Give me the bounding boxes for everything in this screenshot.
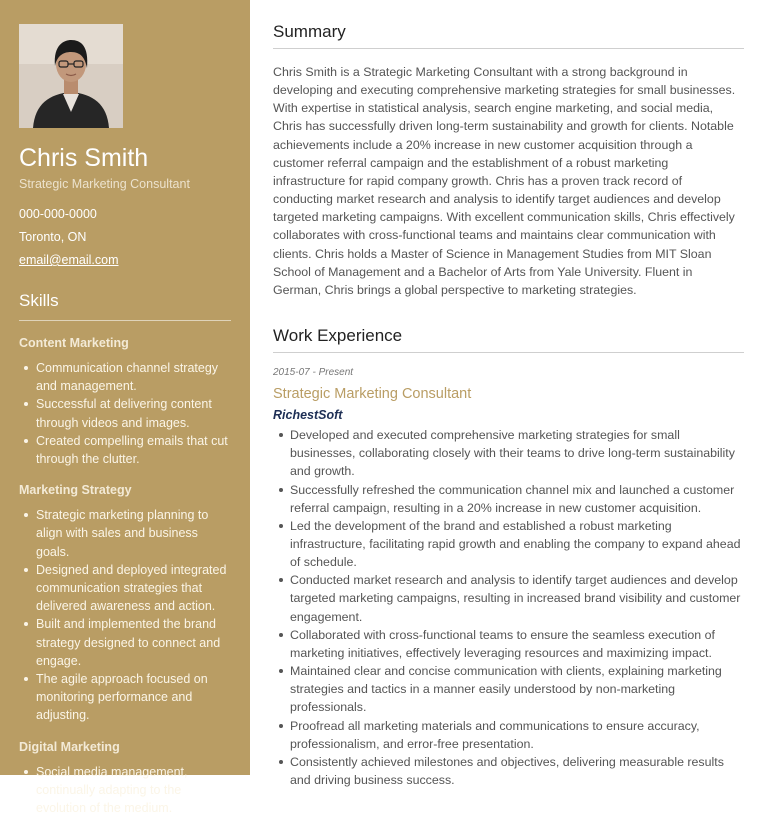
skill-item: Strategic marketing planning to align with sales and business goals. <box>19 506 231 561</box>
skill-item: The agile approach focused on monitoring performance and adjusting. <box>19 670 231 725</box>
main-content <box>273 0 744 787</box>
job-company: RichestSoft <box>273 408 343 423</box>
skill-group-title: Content Marketing <box>19 336 129 350</box>
skill-item: Designed and deployed integrated communication strategies that delivered awareness and action. <box>19 561 231 616</box>
skills-heading: Skills <box>19 290 231 321</box>
summary-text: Chris Smith is a Strategic Marketing Consultant with a strong background in developing and executing comprehensive marketing strategies for small businesses. With expertise in statistical analysis, search engine marketing, and social media, Chris has successfully driven long-term sustainability and growth for clients. Notable achievements include a 20% increase in new customer acquisition through a customer referral campaign and the establishment of a robust marketing infrastructure for rapid company growth. Chris has a proven track record of conducting market research and analysis to identify target audiences and develop targeted marketing campaigns. With excellent communication skills, Chris effectively collaborates with cross-functional teams and maintains clear communication with clients. Chris holds a Master of Science in Management Studies from MIT Sloan School of Management and a Bachelor of Arts from Yale University. Fluent in German, Chris brings a global perspective to marketing strategies. <box>273 65 736 297</box>
sidebar <box>0 0 250 816</box>
phone-number: 000-000-0000 <box>19 207 97 221</box>
skill-list <box>19 506 231 724</box>
location: Toronto, ON <box>19 230 87 244</box>
job-bullet: Successfully refreshed the communication channel mix and launched a customer referral campaign, resulting in a 20% increase in new customer acquisition. <box>273 481 744 517</box>
job-bullet: Proofread all marketing materials and communications to ensure accuracy, professionalism, and error-free presentation. <box>273 717 744 753</box>
skill-item: Communication channel strategy and management. <box>19 359 231 395</box>
profile-photo <box>19 24 123 128</box>
job-bullet: Led the development of the brand and established a robust marketing infrastructure, facilitating rapid growth and enabling the company to expand ahead of schedule. <box>273 517 744 571</box>
skill-list <box>19 359 231 468</box>
skill-group-title: Marketing Strategy <box>19 483 132 498</box>
job-bullet: Consistently achieved milestones and objectives, delivering measurable results and driving business success. <box>273 753 744 789</box>
candidate-title: Strategic Marketing Consultant <box>19 177 190 191</box>
skill-item: Built and implemented the brand strategy designed to connect and engage. <box>19 615 231 670</box>
job-role: Strategic Marketing Consultant <box>273 386 472 403</box>
candidate-name: Chris Smith <box>19 144 149 172</box>
skill-list <box>19 763 231 817</box>
job-bullet-list <box>273 426 744 789</box>
job-bullet: Maintained clear and concise communication with clients, explaining marketing strategies and tactics in a manner easily understood by non-marketing professionals. <box>273 662 744 716</box>
skill-item: Successful at delivering content through videos and images. <box>19 395 231 431</box>
skill-item: Created compelling emails that cut through the clutter. <box>19 432 231 468</box>
skill-item: Social media management, continually adapting to the evolution of the medium. <box>19 763 231 817</box>
email-link[interactable]: email@email.com <box>19 253 119 267</box>
job-bullet: Conducted market research and analysis to identify target audiences and develop targeted marketing campaigns, resulting in increased brand visibility and customer engagement. <box>273 571 744 625</box>
job-bullet: Collaborated with cross-functional teams to ensure the seamless execution of marketing initiatives, effectively leveraging resources and maximizing impact. <box>273 626 744 662</box>
work-experience-heading: Work Experience <box>273 325 744 353</box>
job-bullet: Developed and executed comprehensive marketing strategies for small businesses, collaborating closely with their teams to drive long-term sustainability and growth. <box>273 426 744 480</box>
summary-heading: Summary <box>273 21 744 49</box>
person-photo-icon <box>19 24 123 128</box>
job-dates: 2015-07 - Present <box>273 367 354 379</box>
skill-group-title: Digital Marketing <box>19 739 120 754</box>
